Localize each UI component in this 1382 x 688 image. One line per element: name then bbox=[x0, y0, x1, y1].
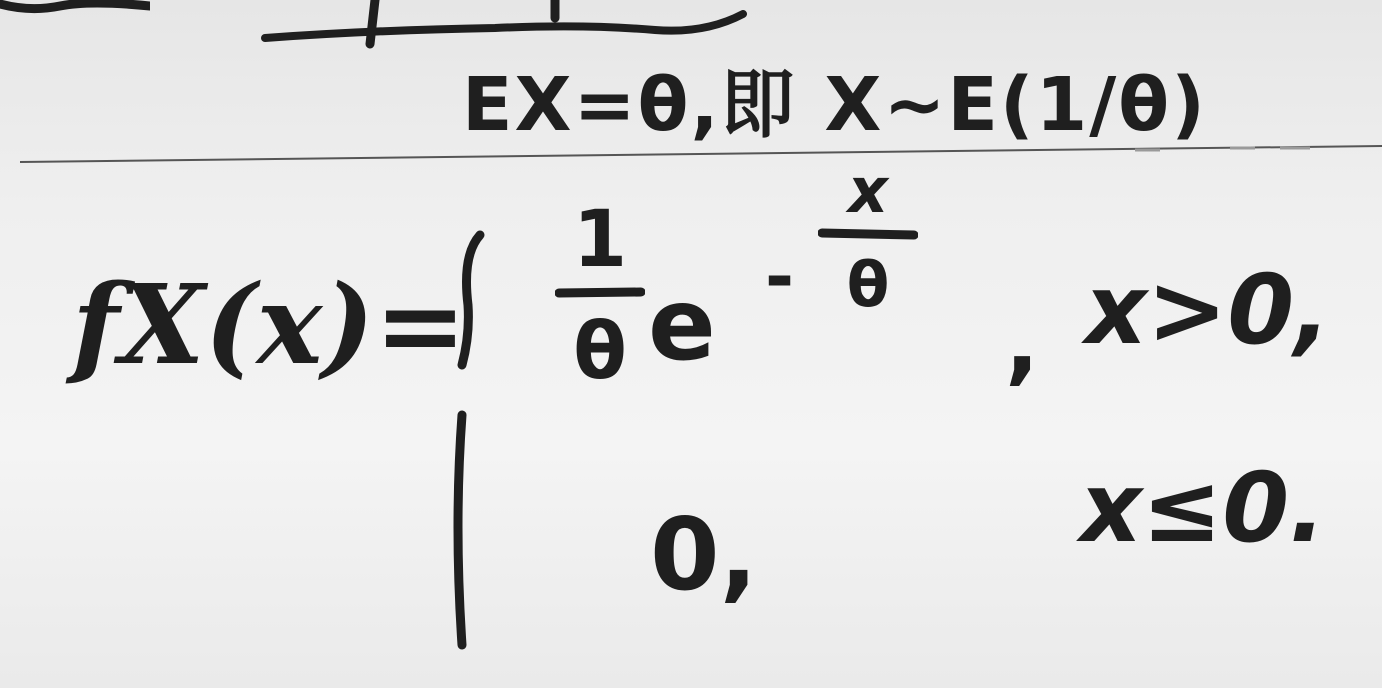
partial-handwriting-top-left bbox=[0, 0, 150, 14]
coefficient-fraction bbox=[555, 195, 645, 397]
horizontal-divider-line bbox=[0, 140, 1382, 170]
piecewise-brace-icon bbox=[440, 225, 500, 655]
partial-underline-top bbox=[255, 0, 755, 50]
exponent-denominator: θ bbox=[846, 248, 890, 321]
case1-condition: x>0, bbox=[1085, 254, 1331, 366]
exponent-numerator: x bbox=[848, 154, 888, 227]
coefficient-denominator: θ bbox=[573, 307, 627, 397]
expectation-statement: EX=θ,即 X∼E(1/θ) bbox=[462, 62, 1207, 148]
density-function-label: fX(x)= bbox=[72, 260, 467, 389]
exponent-minus-sign: - bbox=[765, 236, 795, 318]
case2-condition: x≤0. bbox=[1080, 452, 1326, 564]
exponential-base: e bbox=[648, 266, 716, 383]
exponent-fraction bbox=[818, 148, 918, 338]
case2-value: 0, bbox=[650, 496, 758, 613]
coefficient-numerator: 1 bbox=[572, 195, 628, 285]
case1-separator: , bbox=[1005, 290, 1040, 395]
